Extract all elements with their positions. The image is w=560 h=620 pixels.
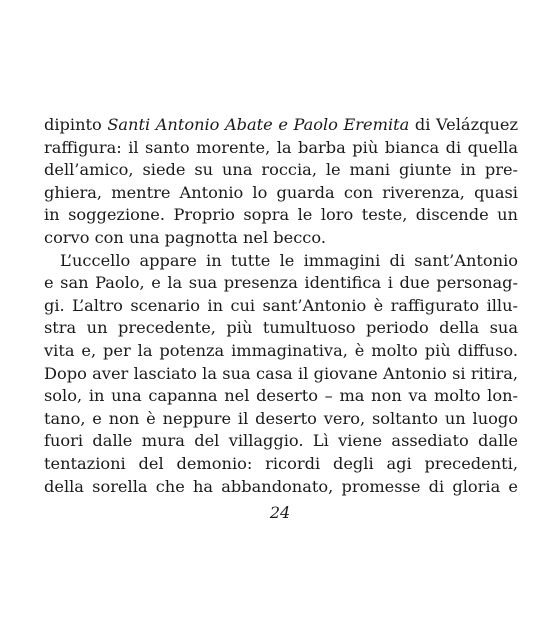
page-number: 24 xyxy=(269,503,291,522)
text-line: dell’amico, siede su una roccia, le mani giunte in pre- xyxy=(44,160,518,180)
text-span: dipinto xyxy=(44,115,108,134)
text-line: L’uccello appare in tutte le immagini di sant’Antonio xyxy=(60,250,518,270)
text-line: in soggezione. Proprio sopra le loro teste, discende un xyxy=(44,205,518,225)
text-line: gi. L’altro scenario in cui sant’Antonio è raffigurato illu- xyxy=(44,295,518,315)
text-line: e san Paolo, e la sua presenza identifica i due personag- xyxy=(44,273,518,293)
text-line: ghiera, mentre Antonio lo guarda con riverenza, quasi xyxy=(44,182,518,202)
text-line: stra un precedente, più tumultuoso periodo della sua xyxy=(44,318,518,338)
text-line: solo, in una capanna nel deserto – ma non va molto lon- xyxy=(44,386,518,406)
text-line: tentazioni del demonio: ricordi degli agi precedenti, xyxy=(44,453,518,473)
text-line: corvo con una pagnotta nel becco. xyxy=(44,227,326,247)
text-line: fuori dalle mura del villaggio. Lì viene assediato dalle xyxy=(44,431,518,451)
text-line: raffigura: il santo morente, la barba più bianca di quella xyxy=(44,137,518,157)
artwork-title: Santi Antonio Abate e Paolo Eremita xyxy=(107,115,410,134)
text-span: di Velázquez xyxy=(409,115,518,134)
body-text xyxy=(44,114,518,498)
text-line: della sorella che ha abbandonato, promesse di gloria e xyxy=(44,476,518,496)
text-line: vita e, per la potenza immaginativa, è molto più diffuso. xyxy=(44,340,518,360)
text-line: tano, e non è neppure il deserto vero, soltanto un luogo xyxy=(44,408,518,428)
text-line xyxy=(44,114,518,137)
text-line: Dopo aver lasciato la sua casa il giovane Antonio si ritira, xyxy=(44,363,518,383)
